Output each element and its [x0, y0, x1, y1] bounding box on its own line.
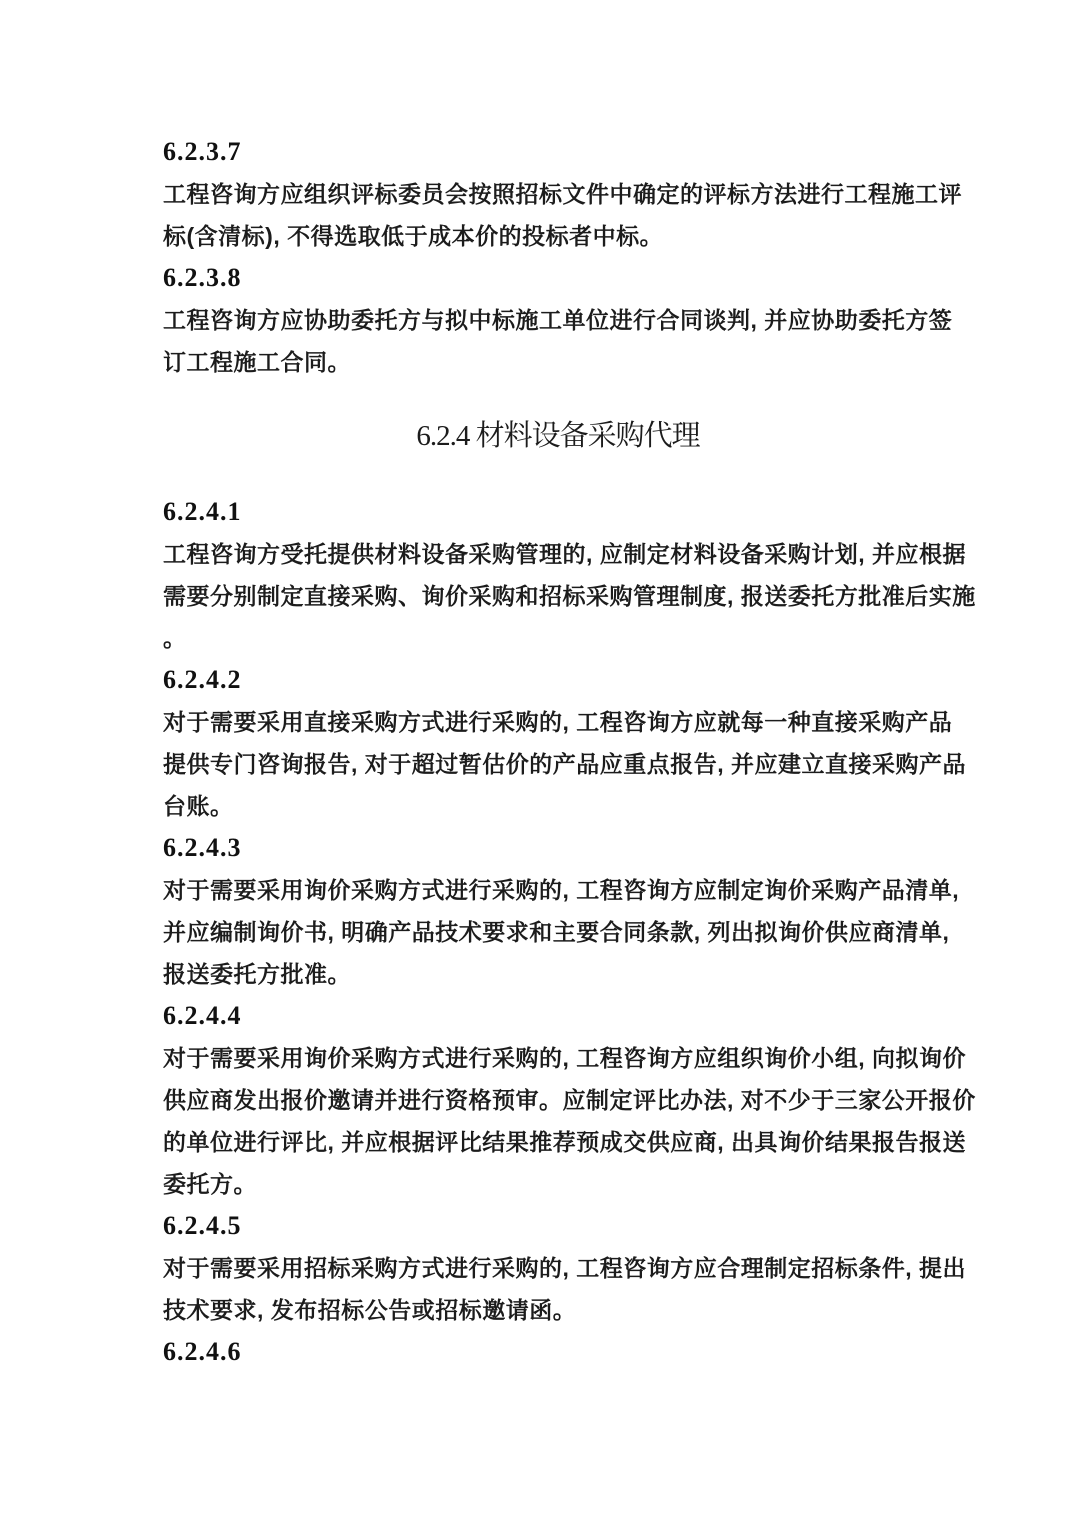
body-line: 报送委托方批准。	[163, 961, 351, 987]
clause-number: 6.2.4.1	[163, 497, 242, 526]
clause-number: 6.2.4.4	[163, 1001, 242, 1030]
clause-number: 6.2.4.5	[163, 1211, 242, 1240]
body-line: 的单位进行评比, 并应根据评比结果推荐预成交供应商, 出具询价结果报告报送	[163, 1129, 967, 1155]
body-line: 对于需要采用招标采购方式进行采购的, 工程咨询方应合理制定招标条件, 提出	[163, 1255, 967, 1281]
clause-number: 6.2.4.6	[163, 1337, 242, 1366]
paragraph	[163, 869, 960, 995]
body-line: 工程咨询方受托提供材料设备采购管理的, 应制定材料设备采购计划, 并应根据	[163, 541, 967, 567]
paragraph	[163, 1037, 976, 1205]
paragraph	[163, 1247, 967, 1331]
body-line: 工程咨询方应协助委托方与拟中标施工单位进行合同谈判, 并应协助委托方签	[163, 307, 953, 333]
body-line: 台账。	[163, 793, 234, 819]
body-line: 需要分别制定直接采购、询价采购和招标采购管理制度, 报送委托方批准后实施	[163, 583, 976, 609]
body-line: 订工程施工合同。	[163, 349, 351, 375]
body-line: 对于需要采用询价采购方式进行采购的, 工程咨询方应制定询价采购产品清单,	[163, 877, 960, 903]
body-line: 对于需要采用询价采购方式进行采购的, 工程咨询方应组织询价小组, 向拟询价	[163, 1045, 967, 1071]
paragraph	[163, 299, 953, 383]
body-line: 提供专门咨询报告, 对于超过暂估价的产品应重点报告, 并应建立直接采购产品	[163, 751, 967, 777]
section-heading: 6.2.4 材料设备采购代理	[416, 420, 700, 452]
body-line: 标(含清标), 不得选取低于成本价的投标者中标。	[163, 223, 664, 249]
body-line: 委托方。	[163, 1171, 257, 1197]
paragraph	[163, 173, 962, 257]
body-line: 供应商发出报价邀请并进行资格预审。应制定评比办法, 对不少于三家公开报价	[163, 1087, 976, 1113]
body-line: 工程咨询方应组织评标委员会按照招标文件中确定的评标方法进行工程施工评	[163, 181, 962, 207]
body-line: 。	[163, 625, 187, 651]
paragraph	[163, 701, 967, 827]
clause-number: 6.2.4.3	[163, 833, 242, 862]
body-line: 并应编制询价书, 明确产品技术要求和主要合同条款, 列出拟询价供应商清单,	[163, 919, 950, 945]
clause-number: 6.2.3.7	[163, 137, 242, 166]
clause-number: 6.2.4.2	[163, 665, 242, 694]
clause-number: 6.2.3.8	[163, 263, 242, 292]
document-content	[163, 131, 976, 1373]
paragraph	[163, 533, 976, 659]
body-line: 技术要求, 发布招标公告或招标邀请函。	[163, 1297, 577, 1323]
body-line: 对于需要采用直接采购方式进行采购的, 工程咨询方应就每一种直接采购产品	[163, 709, 953, 735]
